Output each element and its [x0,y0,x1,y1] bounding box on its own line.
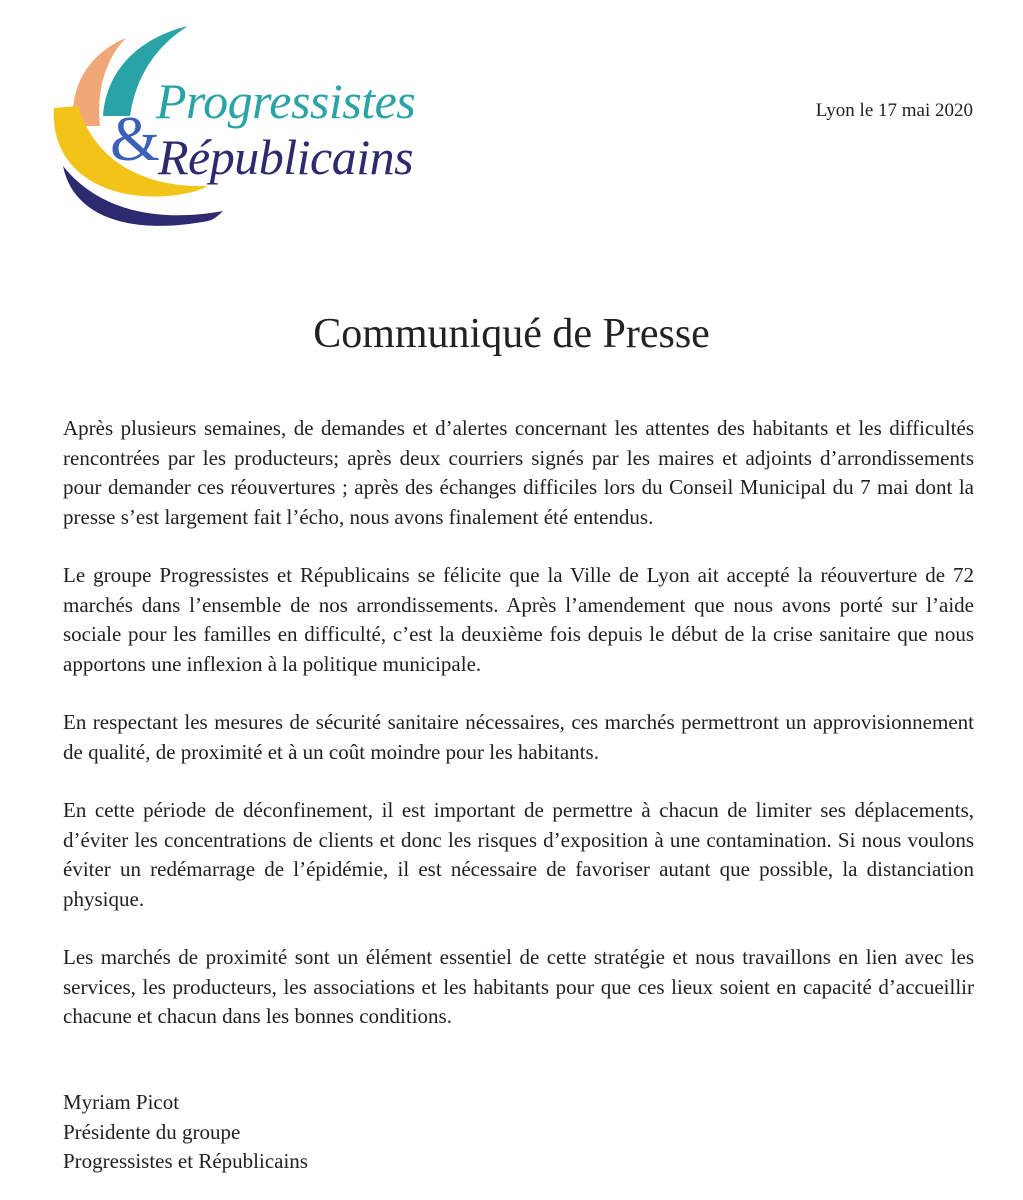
logo-ampersand: & [110,103,160,174]
signature-block [63,1088,308,1177]
logo-text-progressistes: Progressistes [156,73,416,129]
signatory-role: Présidente du groupe [63,1119,241,1144]
paragraph: En cette période de déconfinement, il est important de permettre à chacun de limiter ses déplacements, d’éviter les concentrations de clients et donc les risques d’exposition à une contamination. Si nous voulons éviter un redémarrage de l’épidémie, il est nécessaire de favoriser autant que possible, la distanciation physique. [63,798,974,911]
signatory-name: Myriam Picot [63,1090,180,1114]
logo-text-republicains: Républicains [158,129,414,185]
paragraph: Le groupe Progressistes et Républicains se félicite que la Ville de Lyon ait accepté la réouverture de 72 marchés dans l’ensemble de nos arrondissements. Après l’amendement que nous avons porté sur l’aide sociale pour les familles en difficulté, c’est la deuxième fois depuis le début de la crise sanitaire que nous apportons une inflexion à la politique municipale. [63,563,974,676]
document-body [63,414,974,1061]
paragraph: Les marchés de proximité sont un élément essentiel de cette stratégie et nous travaillons en lien avec les services, les producteurs, les associations et les habitants pour que ces lieux soient en capacité d’accueillir chacune et chacun dans les bonnes conditions. [63,945,974,1028]
signatory-group: Progressistes et Républicains [63,1149,308,1173]
document-date: Lyon le 17 mai 2020 [815,100,973,121]
paragraph: En respectant les mesures de sécurité sanitaire nécessaires, ces marchés permettront un approvisionnement de qualité, de proximité et à un coût moindre pour les habitants. [63,710,974,764]
page-title: Communiqué de Presse [313,311,710,357]
paragraph: Après plusieurs semaines, de demandes et d’alertes concernant les attentes des habitants et les difficultés rencontrées par les producteurs; après deux courriers signés par les maires et adjoints d’arrondissements pour demander ces réouvertures ; après des échanges difficiles lors du Conseil Municipal du 7 mai dont la presse s’est largement fait l’écho, nous avons finalement été entendus. [63,416,974,529]
party-logo [48,16,448,246]
